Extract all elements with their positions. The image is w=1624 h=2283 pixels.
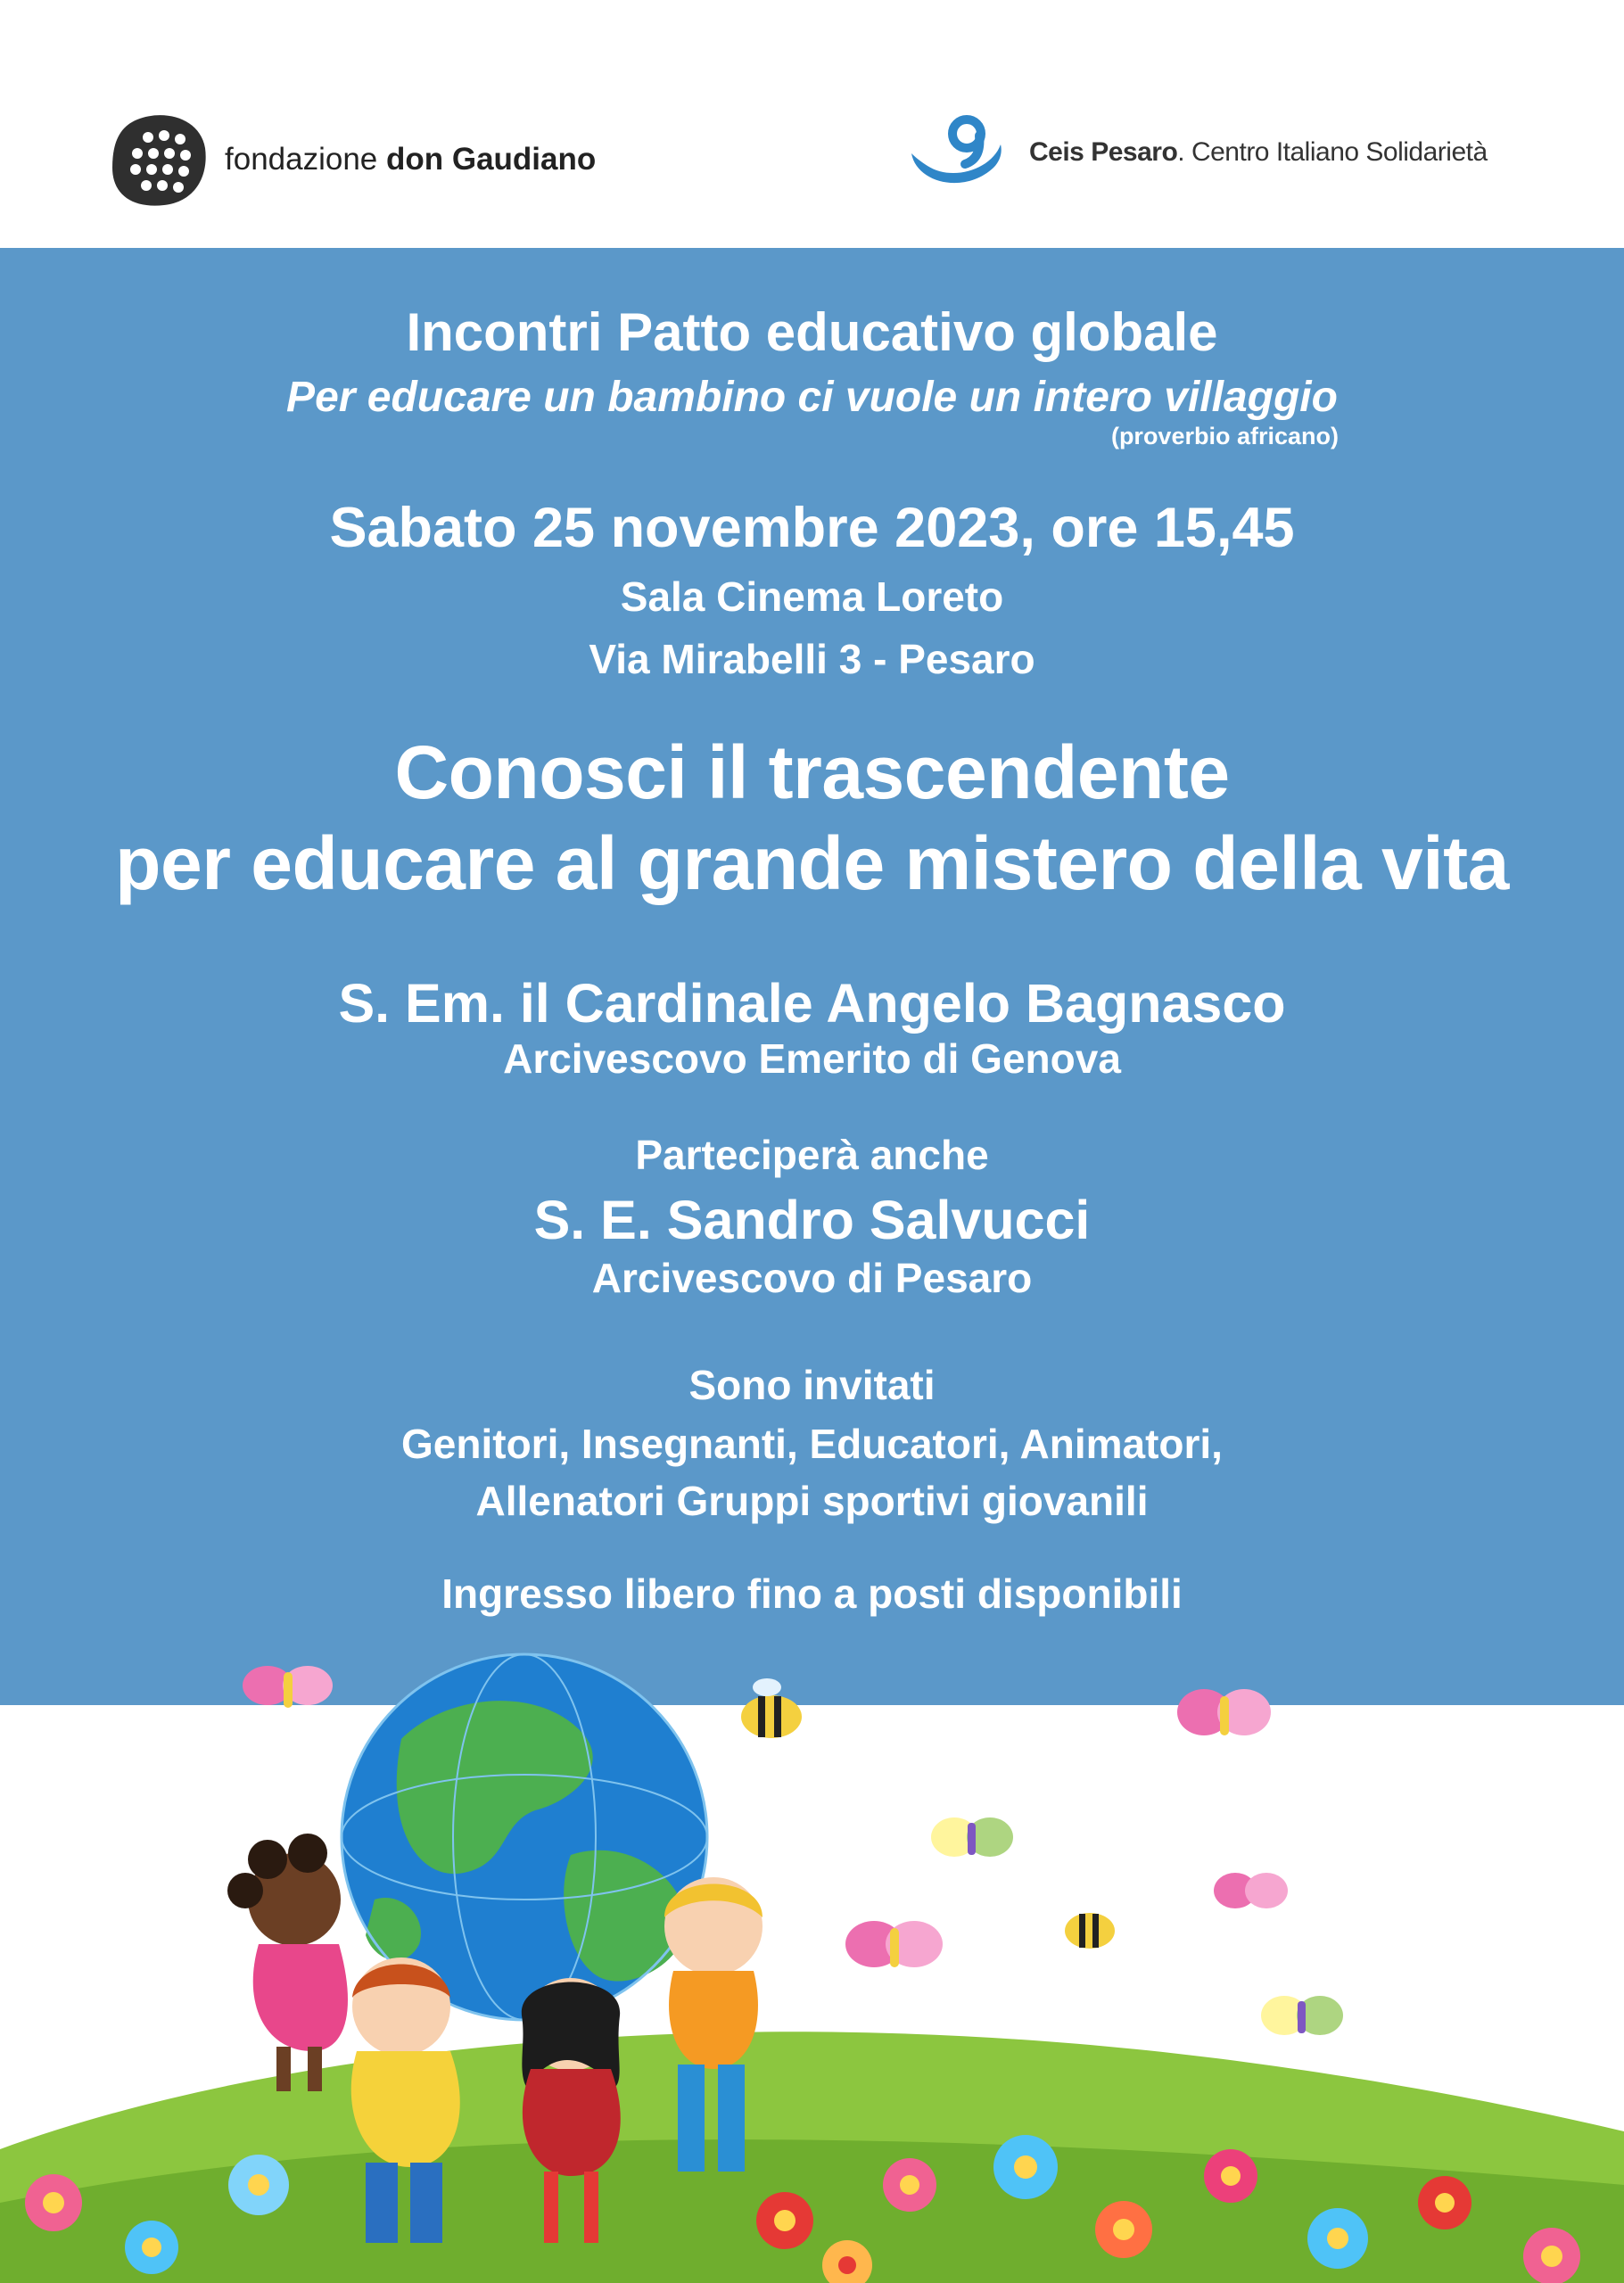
- event-info-band: [0, 248, 1624, 1705]
- invited-list-line1: Genitori, Insegnanti, Educatori, Animatori,: [401, 1421, 1223, 1467]
- invited-label: Sono invitati: [688, 1362, 936, 1408]
- series-title: Incontri Patto educativo globale: [406, 302, 1218, 362]
- children-holding-globe-illustration: [0, 1632, 1624, 2283]
- blue-swirl-icon: [908, 112, 1002, 193]
- fondazione-logo-text: fondazione don Gaudiano: [225, 142, 597, 177]
- child-girl-left: [227, 1834, 348, 2091]
- entry-note: Ingresso libero fino a posti disponibili: [441, 1570, 1183, 1617]
- invited-list-line2: Allenatori Gruppi sportivi giovanili: [475, 1478, 1149, 1524]
- bee-icon-1: [741, 1678, 802, 1738]
- guest-role: Arcivescovo di Pesaro: [591, 1255, 1033, 1301]
- butterfly-icon-3: [931, 1817, 1013, 1857]
- also-participates-label: Parteciperà anche: [635, 1132, 989, 1178]
- butterfly-icon-1: [243, 1666, 333, 1708]
- butterfly-icon-4: [845, 1921, 943, 1967]
- butterfly-icon-6: [1261, 1996, 1343, 2035]
- speaker-name: S. Em. il Cardinale Angelo Bagnasco: [338, 973, 1286, 1034]
- fondazione-don-gaudiano-logo: [111, 111, 596, 209]
- motto: Per educare un bambino ci vuole un intero villaggio: [286, 374, 1338, 421]
- motto-source: (proverbio africano): [1110, 423, 1339, 449]
- event-venue: Sala Cinema Loreto: [620, 573, 1004, 620]
- speaker-role: Arcivescovo Emerito di Genova: [503, 1035, 1121, 1082]
- butterfly-icon-5: [1214, 1873, 1288, 1908]
- butterfly-icon-2: [1177, 1689, 1271, 1735]
- event-title-line1: Conosci il trascendente: [394, 730, 1230, 814]
- header: [0, 0, 1624, 248]
- event-address: Via Mirabelli 3 - Pesaro: [589, 636, 1035, 682]
- event-date-time: Sabato 25 novembre 2023, ore 15,45: [329, 497, 1295, 559]
- ceis-logo-text: Ceis Pesaro. Centro Italiano Solidarietà: [1029, 137, 1488, 167]
- ceis-pesaro-logo: [908, 112, 1488, 193]
- illustration-canvas: [0, 1632, 1624, 2283]
- event-title-line2: per educare al grande mistero della vita: [115, 821, 1509, 905]
- bee-icon-2: [1065, 1913, 1115, 1949]
- dotted-stone-icon: [111, 112, 207, 207]
- guest-name: S. E. Sandro Salvucci: [533, 1190, 1091, 1250]
